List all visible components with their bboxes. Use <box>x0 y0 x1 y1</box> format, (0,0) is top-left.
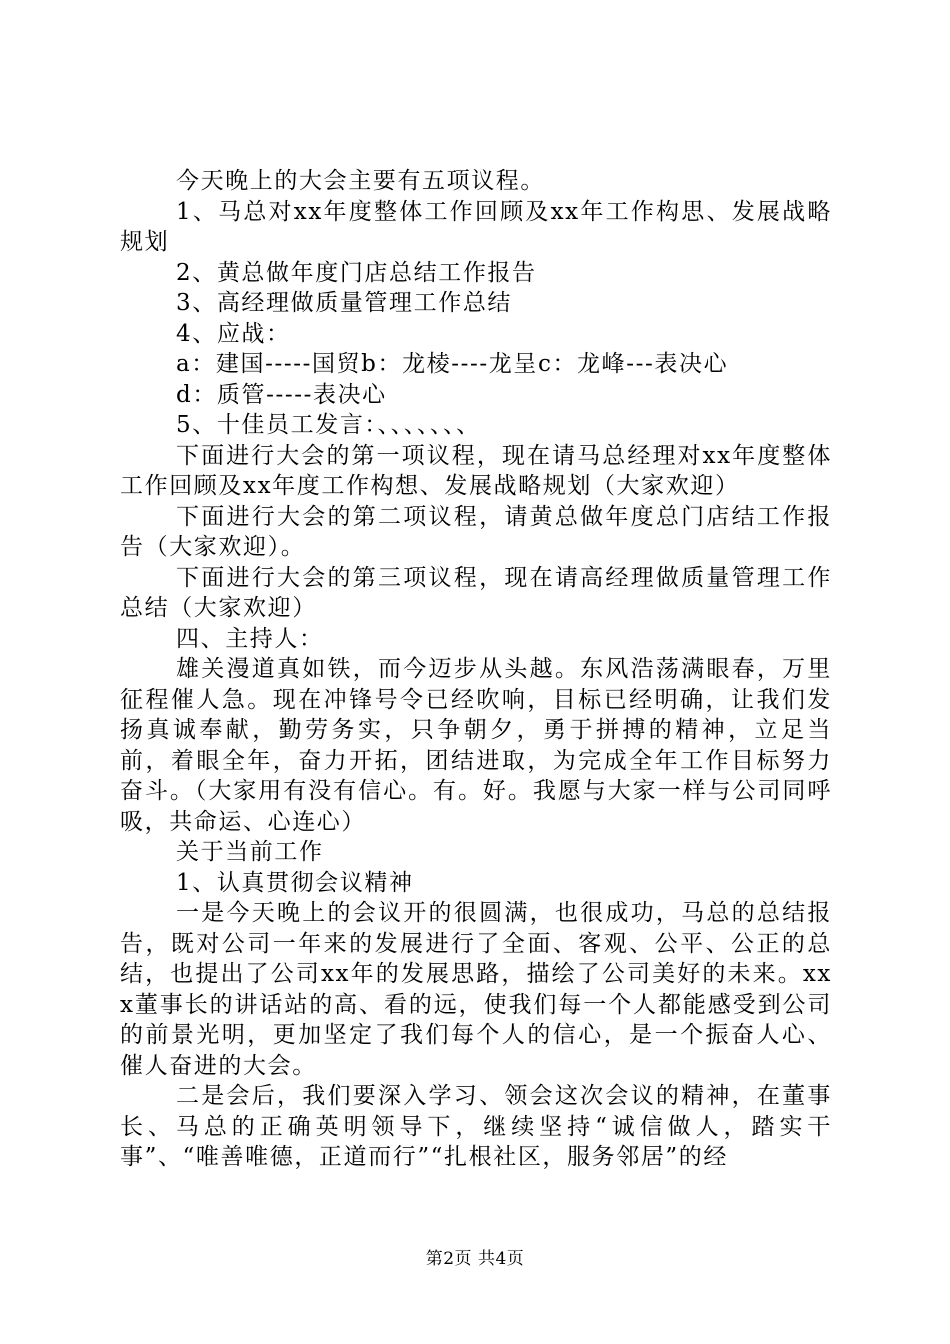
paragraph: 2、黄总做年度门店总结工作报告 <box>176 259 537 286</box>
paragraph: 5、十佳员工发言：、、、、、、、 <box>176 412 481 438</box>
paragraph: 二是会后，我们要深入学习、领会这次会议的精神，在董事长、马总的正确英明领导下，继续坚持“诚信做人，踏实干事”、“唯善唯德，正道而行”“扎根社区，服务邻居”的经 <box>120 1083 832 1170</box>
paragraph: 下面进行大会的第一项议程，现在请马总经理对xx年度整体工作回顾及xx年度工作构想、发展战略规划（大家欢迎） <box>120 442 832 499</box>
paragraph: 关于当前工作 <box>176 839 324 865</box>
paragraph: 今天晚上的大会主要有五项议程。 <box>176 168 545 194</box>
paragraph: 下面进行大会的第三项议程，现在请高经理做质量管理工作总结（大家欢迎） <box>120 564 832 621</box>
paragraph: 下面进行大会的第二项议程，请黄总做年度总门店结工作报告（大家欢迎）。 <box>120 503 832 560</box>
document-body <box>120 166 832 1173</box>
paragraph: 3、高经理做质量管理工作总结 <box>176 290 513 316</box>
paragraph: a：建国-----国贸b：龙棱----龙呈c：龙峰---表决心 <box>176 351 729 377</box>
paragraph: 雄关漫道真如铁，而今迈步从头越。东风浩荡满眼春，万里征程催人急。现在冲锋号令已经吹响，目标已经明确，让我们发扬真诚奉献，勤劳务实，只争朝夕，勇于拼搏的精神，立足当前，着眼全年，奋力开拓，团结进取，为完成全年工作目标努力奋斗。（大家用有没有信心。有。好。我愿与大家一样与公司同呼吸，共命运、心连心） <box>120 656 832 835</box>
paragraph: 4、应战： <box>176 320 291 347</box>
paragraph: d：质管-----表决心 <box>176 381 387 408</box>
paragraph: 四、主持人： <box>176 625 324 652</box>
paragraph: 1、马总对xx年度整体工作回顾及xx年工作构思、发展战略规划 <box>120 198 832 255</box>
paragraph: 一是今天晚上的会议开的很圆满，也很成功，马总的总结报告，既对公司一年来的发展进行了全面、客观、公平、公正的总结，也提出了公司xx年的发展思路，描绘了公司美好的未来。xxx董事长的讲话站的高、看的远，使我们每一个人都能感受到公司的前景光明，更加坚定了我们每个人的信心，是一个振奋人心、催人奋进的大会。 <box>120 900 832 1079</box>
page-number-footer: 第2页 共4页 <box>425 1249 525 1269</box>
paragraph: 1、认真贯彻会议精神 <box>176 869 414 896</box>
